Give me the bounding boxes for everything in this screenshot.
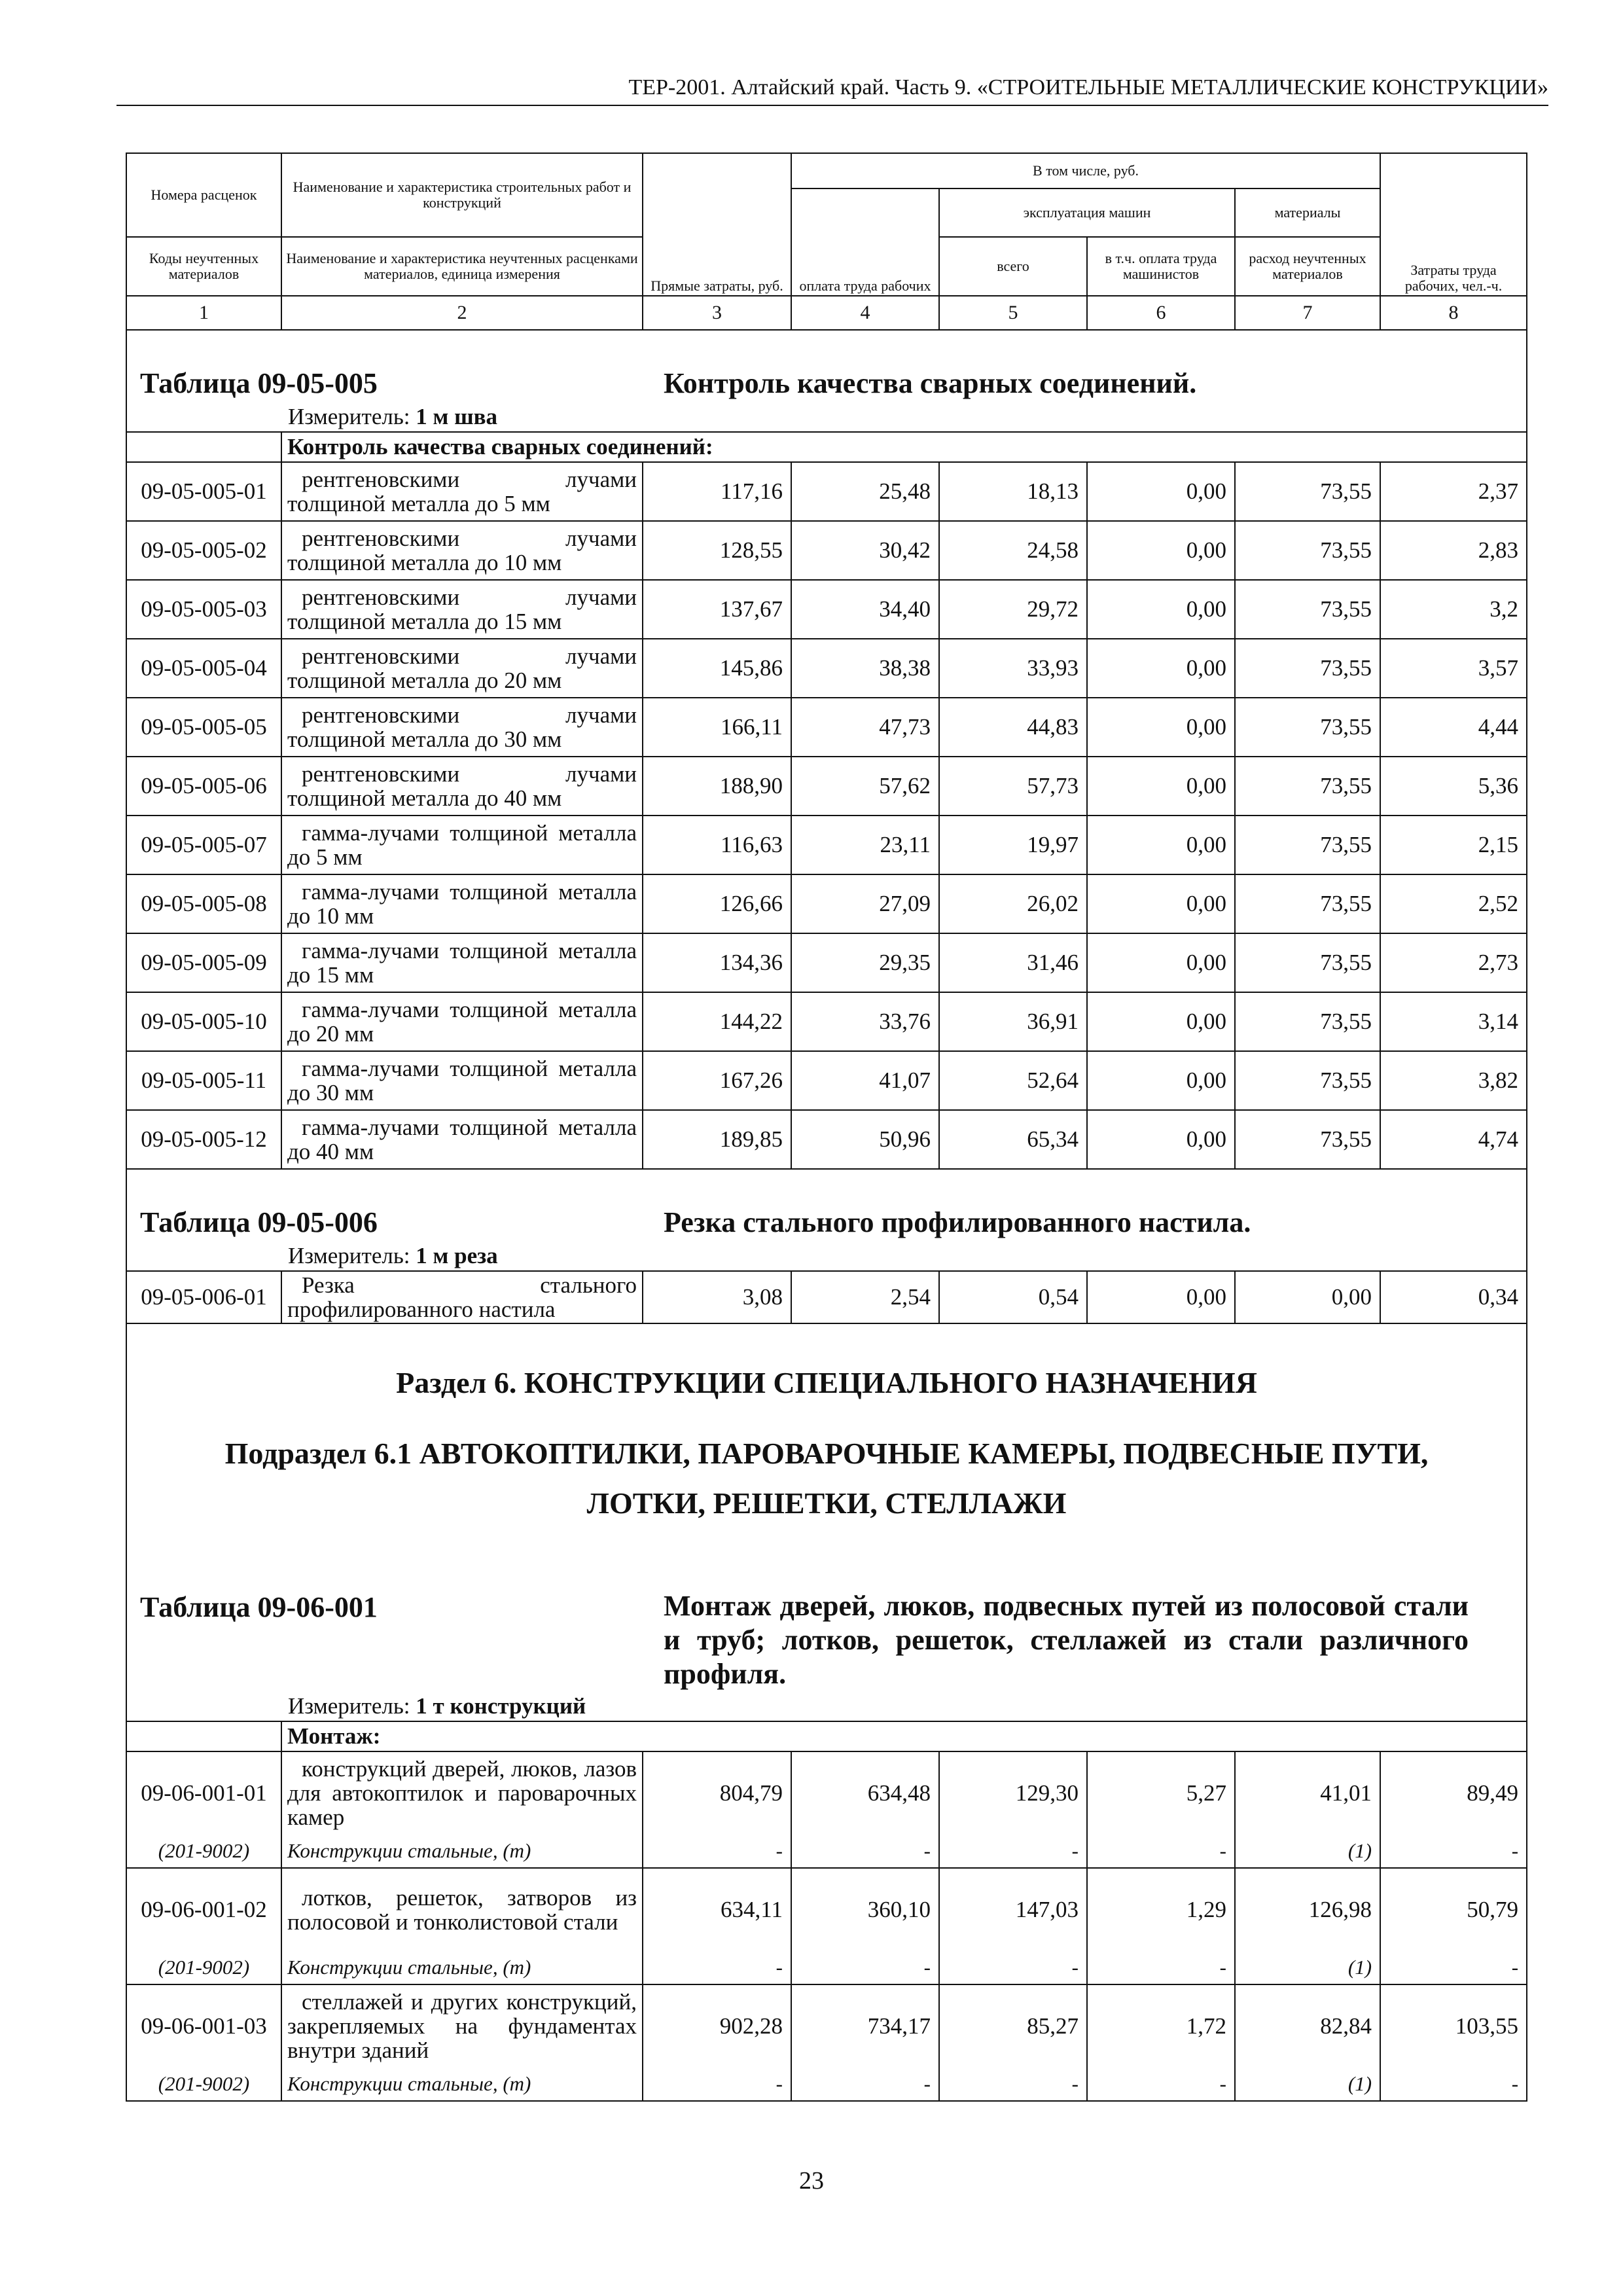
value-c5: 31,46 — [939, 933, 1087, 992]
rate-code: 09-05-005-09 — [126, 933, 281, 992]
measure-label: Измеритель: — [288, 403, 410, 429]
value-c7: 73,55 — [1235, 933, 1380, 992]
value-c4: 634,48 — [791, 1751, 939, 1834]
material-m7: (1) — [1235, 2067, 1380, 2101]
value-c3: 634,11 — [643, 1868, 791, 1950]
table-row — [126, 639, 1527, 698]
work-name: рентгеновскими лучами толщиной металла до 10 мм — [281, 521, 643, 580]
material-m6: - — [1087, 1950, 1235, 1984]
col-number: 8 — [1380, 296, 1527, 330]
work-name: рентгеновскими лучами толщиной металла до 40 мм — [281, 757, 643, 816]
value-c7: 73,55 — [1235, 1110, 1380, 1169]
value-c6: 0,00 — [1087, 698, 1235, 757]
col-number: 5 — [939, 296, 1087, 330]
material-row — [126, 1950, 1527, 1984]
table-row — [126, 757, 1527, 816]
table-row — [126, 816, 1527, 874]
price-table — [126, 152, 1527, 2102]
value-c7: 73,55 — [1235, 757, 1380, 816]
rate-code: 09-05-005-06 — [126, 757, 281, 816]
work-name: рентгеновскими лучами толщиной металла до 20 мм — [281, 639, 643, 698]
measure-label: Измеритель: — [288, 1693, 410, 1719]
value-c6: 0,00 — [1087, 1271, 1235, 1323]
material-name: Конструкции стальные, (т) — [281, 1950, 643, 1984]
value-c6: 0,00 — [1087, 521, 1235, 580]
table-name: Контроль качества сварных соединений. — [664, 367, 1197, 399]
value-c6: 5,27 — [1087, 1751, 1235, 1834]
work-name: гамма-лучами толщиной металла до 20 мм — [281, 992, 643, 1051]
value-c8: 2,15 — [1380, 816, 1527, 874]
value-c4: 33,76 — [791, 992, 939, 1051]
value-c7: 73,55 — [1235, 992, 1380, 1051]
table-row — [126, 1984, 1527, 2067]
value-c6: 0,00 — [1087, 757, 1235, 816]
value-c6: 0,00 — [1087, 1051, 1235, 1110]
value-c7: 73,55 — [1235, 521, 1380, 580]
value-c5: 24,58 — [939, 521, 1087, 580]
measure-value: 1 м реза — [416, 1242, 498, 1268]
value-c8: 3,57 — [1380, 639, 1527, 698]
rate-code: 09-05-005-11 — [126, 1051, 281, 1110]
value-c5: 44,83 — [939, 698, 1087, 757]
value-c4: 734,17 — [791, 1984, 939, 2067]
material-m6: - — [1087, 1834, 1235, 1868]
table-row — [126, 1271, 1527, 1323]
rate-code: 09-05-005-08 — [126, 874, 281, 933]
material-m5: - — [939, 2067, 1087, 2101]
material-m8: - — [1380, 1950, 1527, 1984]
measure-label: Измеритель: — [288, 1242, 410, 1268]
table-name: Резка стального профилированного настила. — [664, 1206, 1251, 1238]
value-c4: 41,07 — [791, 1051, 939, 1110]
value-c5: 147,03 — [939, 1868, 1087, 1950]
col1-top-header: Номера расценок — [126, 153, 281, 237]
group-label: Монтаж: — [281, 1721, 1527, 1751]
value-c6: 0,00 — [1087, 933, 1235, 992]
value-c8: 3,14 — [1380, 992, 1527, 1051]
material-m7: (1) — [1235, 1834, 1380, 1868]
col8-header: Затраты труда рабочих, чел.-ч. — [1380, 153, 1527, 296]
value-c5: 33,93 — [939, 639, 1087, 698]
value-c4: 29,35 — [791, 933, 939, 992]
value-c5: 0,54 — [939, 1271, 1087, 1323]
value-c4: 2,54 — [791, 1271, 939, 1323]
table-row — [126, 521, 1527, 580]
col-number: 1 — [126, 296, 281, 330]
material-m3: - — [643, 2067, 791, 2101]
value-c5: 19,97 — [939, 816, 1087, 874]
material-m3: - — [643, 1950, 791, 1984]
value-c7: 73,55 — [1235, 1051, 1380, 1110]
value-c4: 25,48 — [791, 462, 939, 521]
value-c6: 0,00 — [1087, 816, 1235, 874]
rate-code: 09-05-005-10 — [126, 992, 281, 1051]
col-number: 3 — [643, 296, 791, 330]
material-m5: - — [939, 1950, 1087, 1984]
value-c8: 3,82 — [1380, 1051, 1527, 1110]
value-c3: 126,66 — [643, 874, 791, 933]
value-c6: 0,00 — [1087, 580, 1235, 639]
value-c4: 38,38 — [791, 639, 939, 698]
value-c7: 126,98 — [1235, 1868, 1380, 1950]
col2-top-header: Наименование и характеристика строительных работ и конструкций — [281, 153, 643, 237]
material-m4: - — [791, 2067, 939, 2101]
value-c8: 2,73 — [1380, 933, 1527, 992]
value-c7: 73,55 — [1235, 462, 1380, 521]
value-c3: 137,67 — [643, 580, 791, 639]
table-row — [126, 1751, 1527, 1834]
col6-header: в т.ч. оплата труда машинистов — [1087, 237, 1235, 296]
value-c8: 103,55 — [1380, 1984, 1527, 2067]
material-m5: - — [939, 1834, 1087, 1868]
value-c3: 3,08 — [643, 1271, 791, 1323]
value-c5: 36,91 — [939, 992, 1087, 1051]
value-c5: 52,64 — [939, 1051, 1087, 1110]
material-code: (201-9002) — [126, 1834, 281, 1868]
rate-code: 09-06-001-01 — [126, 1751, 281, 1834]
rate-code: 09-05-005-12 — [126, 1110, 281, 1169]
value-c6: 0,00 — [1087, 639, 1235, 698]
work-name: стеллажей и других конструкций, закрепляемых на фундаментах внутри зданий — [281, 1984, 643, 2067]
value-c3: 188,90 — [643, 757, 791, 816]
material-row — [126, 2067, 1527, 2101]
value-c3: 116,63 — [643, 816, 791, 874]
work-name: рентгеновскими лучами толщиной металла до 5 мм — [281, 462, 643, 521]
rate-code: 09-05-005-01 — [126, 462, 281, 521]
col-number: 7 — [1235, 296, 1380, 330]
incl-header: В том числе, руб. — [791, 153, 1380, 188]
rate-code: 09-05-006-01 — [126, 1271, 281, 1323]
material-name: Конструкции стальные, (т) — [281, 1834, 643, 1868]
value-c8: 89,49 — [1380, 1751, 1527, 1834]
subsection-title-line1: Подраздел 6.1 АВТОКОПТИЛКИ, ПАРОВАРОЧНЫЕ КАМЕРЫ, ПОДВЕСНЫЕ ПУТИ, — [224, 1437, 1429, 1470]
table-row — [126, 933, 1527, 992]
value-c6: 0,00 — [1087, 874, 1235, 933]
value-c7: 73,55 — [1235, 639, 1380, 698]
rate-code: 09-05-005-02 — [126, 521, 281, 580]
value-c8: 4,74 — [1380, 1110, 1527, 1169]
value-c8: 50,79 — [1380, 1868, 1527, 1950]
table-title: Таблица 09-05-006 — [140, 1206, 378, 1238]
value-c8: 2,37 — [1380, 462, 1527, 521]
subsection-title-line2: ЛОТКИ, РЕШЕТКИ, СТЕЛЛАЖИ — [586, 1486, 1067, 1520]
col-number: 4 — [791, 296, 939, 330]
value-c8: 0,34 — [1380, 1271, 1527, 1323]
materials-header: материалы — [1235, 188, 1380, 237]
value-c3: 144,22 — [643, 992, 791, 1051]
work-name: лотков, решеток, затворов из полосовой и тонколистовой стали — [281, 1868, 643, 1950]
table-row — [126, 1051, 1527, 1110]
value-c4: 50,96 — [791, 1110, 939, 1169]
material-m4: - — [791, 1834, 939, 1868]
value-c8: 3,2 — [1380, 580, 1527, 639]
value-c3: 117,16 — [643, 462, 791, 521]
work-name: гамма-лучами толщиной металла до 5 мм — [281, 816, 643, 874]
work-name: Резка стального профилированного настила — [281, 1271, 643, 1323]
col4-header: оплата труда рабочих — [791, 188, 939, 296]
material-row — [126, 1834, 1527, 1868]
material-m8: - — [1380, 2067, 1527, 2101]
rate-code: 09-05-005-03 — [126, 580, 281, 639]
work-name: рентгеновскими лучами толщиной металла до 30 мм — [281, 698, 643, 757]
machines-header: эксплуатация машин — [939, 188, 1235, 237]
value-c4: 30,42 — [791, 521, 939, 580]
value-c8: 4,44 — [1380, 698, 1527, 757]
work-name: гамма-лучами толщиной металла до 10 мм — [281, 874, 643, 933]
material-m7: (1) — [1235, 1950, 1380, 1984]
page-number: 23 — [799, 2167, 824, 2195]
section-title: Раздел 6. КОНСТРУКЦИИ СПЕЦИАЛЬНОГО НАЗНАЧЕНИЯ — [396, 1366, 1257, 1399]
value-c3: 134,36 — [643, 933, 791, 992]
table-row — [126, 1110, 1527, 1169]
table-row — [126, 874, 1527, 933]
rate-code: 09-05-005-04 — [126, 639, 281, 698]
value-c3: 167,26 — [643, 1051, 791, 1110]
measure-value: 1 м шва — [416, 403, 498, 429]
value-c8: 5,36 — [1380, 757, 1527, 816]
col-number: 6 — [1087, 296, 1235, 330]
col-number: 2 — [281, 296, 643, 330]
work-name: гамма-лучами толщиной металла до 40 мм — [281, 1110, 643, 1169]
value-c5: 57,73 — [939, 757, 1087, 816]
value-c5: 85,27 — [939, 1984, 1087, 2067]
material-m4: - — [791, 1950, 939, 1984]
table-row — [126, 698, 1527, 757]
value-c6: 1,29 — [1087, 1868, 1235, 1950]
material-m3: - — [643, 1834, 791, 1868]
rate-code: 09-05-005-05 — [126, 698, 281, 757]
value-c5: 65,34 — [939, 1110, 1087, 1169]
material-code: (201-9002) — [126, 1950, 281, 1984]
rate-code: 09-06-001-03 — [126, 1984, 281, 2067]
header-rule — [116, 105, 1548, 106]
table-row — [126, 580, 1527, 639]
rate-code: 09-06-001-02 — [126, 1868, 281, 1950]
value-c3: 189,85 — [643, 1110, 791, 1169]
work-name: конструкций дверей, люков, лазов для автокоптилок и пароварочных камер — [281, 1751, 643, 1834]
table-title: Таблица 09-06-001 — [140, 1591, 378, 1623]
value-c4: 23,11 — [791, 816, 939, 874]
value-c7: 73,55 — [1235, 816, 1380, 874]
value-c6: 1,72 — [1087, 1984, 1235, 2067]
value-c7: 82,84 — [1235, 1984, 1380, 2067]
value-c4: 57,62 — [791, 757, 939, 816]
value-c6: 0,00 — [1087, 462, 1235, 521]
value-c4: 34,40 — [791, 580, 939, 639]
col2-bottom-header: Наименование и характеристика неучтенных расценками материалов, единица измерения — [281, 237, 643, 296]
value-c3: 128,55 — [643, 521, 791, 580]
work-name: гамма-лучами толщиной металла до 30 мм — [281, 1051, 643, 1110]
work-name: рентгеновскими лучами толщиной металла до 15 мм — [281, 580, 643, 639]
material-name: Конструкции стальные, (т) — [281, 2067, 643, 2101]
value-c6: 0,00 — [1087, 1110, 1235, 1169]
material-m6: - — [1087, 2067, 1235, 2101]
value-c7: 73,55 — [1235, 874, 1380, 933]
col3-header: Прямые затраты, руб. — [643, 153, 791, 296]
table-name: Монтаж дверей, люков, подвесных путей из полосовой стали и труб; лотков, решеток, стеллажей из стали различного профиля. — [664, 1590, 1469, 1690]
value-c4: 47,73 — [791, 698, 939, 757]
value-c7: 73,55 — [1235, 580, 1380, 639]
material-code: (201-9002) — [126, 2067, 281, 2101]
value-c3: 166,11 — [643, 698, 791, 757]
value-c5: 129,30 — [939, 1751, 1087, 1834]
col5-header: всего — [939, 237, 1087, 296]
measure-value: 1 т конструкций — [416, 1693, 586, 1719]
rate-code: 09-05-005-07 — [126, 816, 281, 874]
col7-header: расход неучтенных материалов — [1235, 237, 1380, 296]
value-c3: 145,86 — [643, 639, 791, 698]
table-row — [126, 462, 1527, 521]
work-name: гамма-лучами толщиной металла до 15 мм — [281, 933, 643, 992]
value-c7: 41,01 — [1235, 1751, 1380, 1834]
value-c3: 804,79 — [643, 1751, 791, 1834]
running-title: ТЕР-2001. Алтайский край. Часть 9. «СТРОИТЕЛЬНЫЕ МЕТАЛЛИЧЕСКИЕ КОНСТРУКЦИИ» — [628, 75, 1548, 99]
value-c7: 0,00 — [1235, 1271, 1380, 1323]
table-title: Таблица 09-05-005 — [140, 367, 378, 399]
value-c7: 73,55 — [1235, 698, 1380, 757]
value-c8: 2,83 — [1380, 521, 1527, 580]
table-row — [126, 992, 1527, 1051]
col1-bottom-header: Коды неучтенных материалов — [126, 237, 281, 296]
group-label: Контроль качества сварных соединений: — [281, 432, 1527, 462]
value-c4: 360,10 — [791, 1868, 939, 1950]
value-c5: 26,02 — [939, 874, 1087, 933]
value-c3: 902,28 — [643, 1984, 791, 2067]
value-c4: 27,09 — [791, 874, 939, 933]
table-row — [126, 1868, 1527, 1950]
value-c5: 18,13 — [939, 462, 1087, 521]
material-m8: - — [1380, 1834, 1527, 1868]
value-c8: 2,52 — [1380, 874, 1527, 933]
value-c6: 0,00 — [1087, 992, 1235, 1051]
value-c5: 29,72 — [939, 580, 1087, 639]
